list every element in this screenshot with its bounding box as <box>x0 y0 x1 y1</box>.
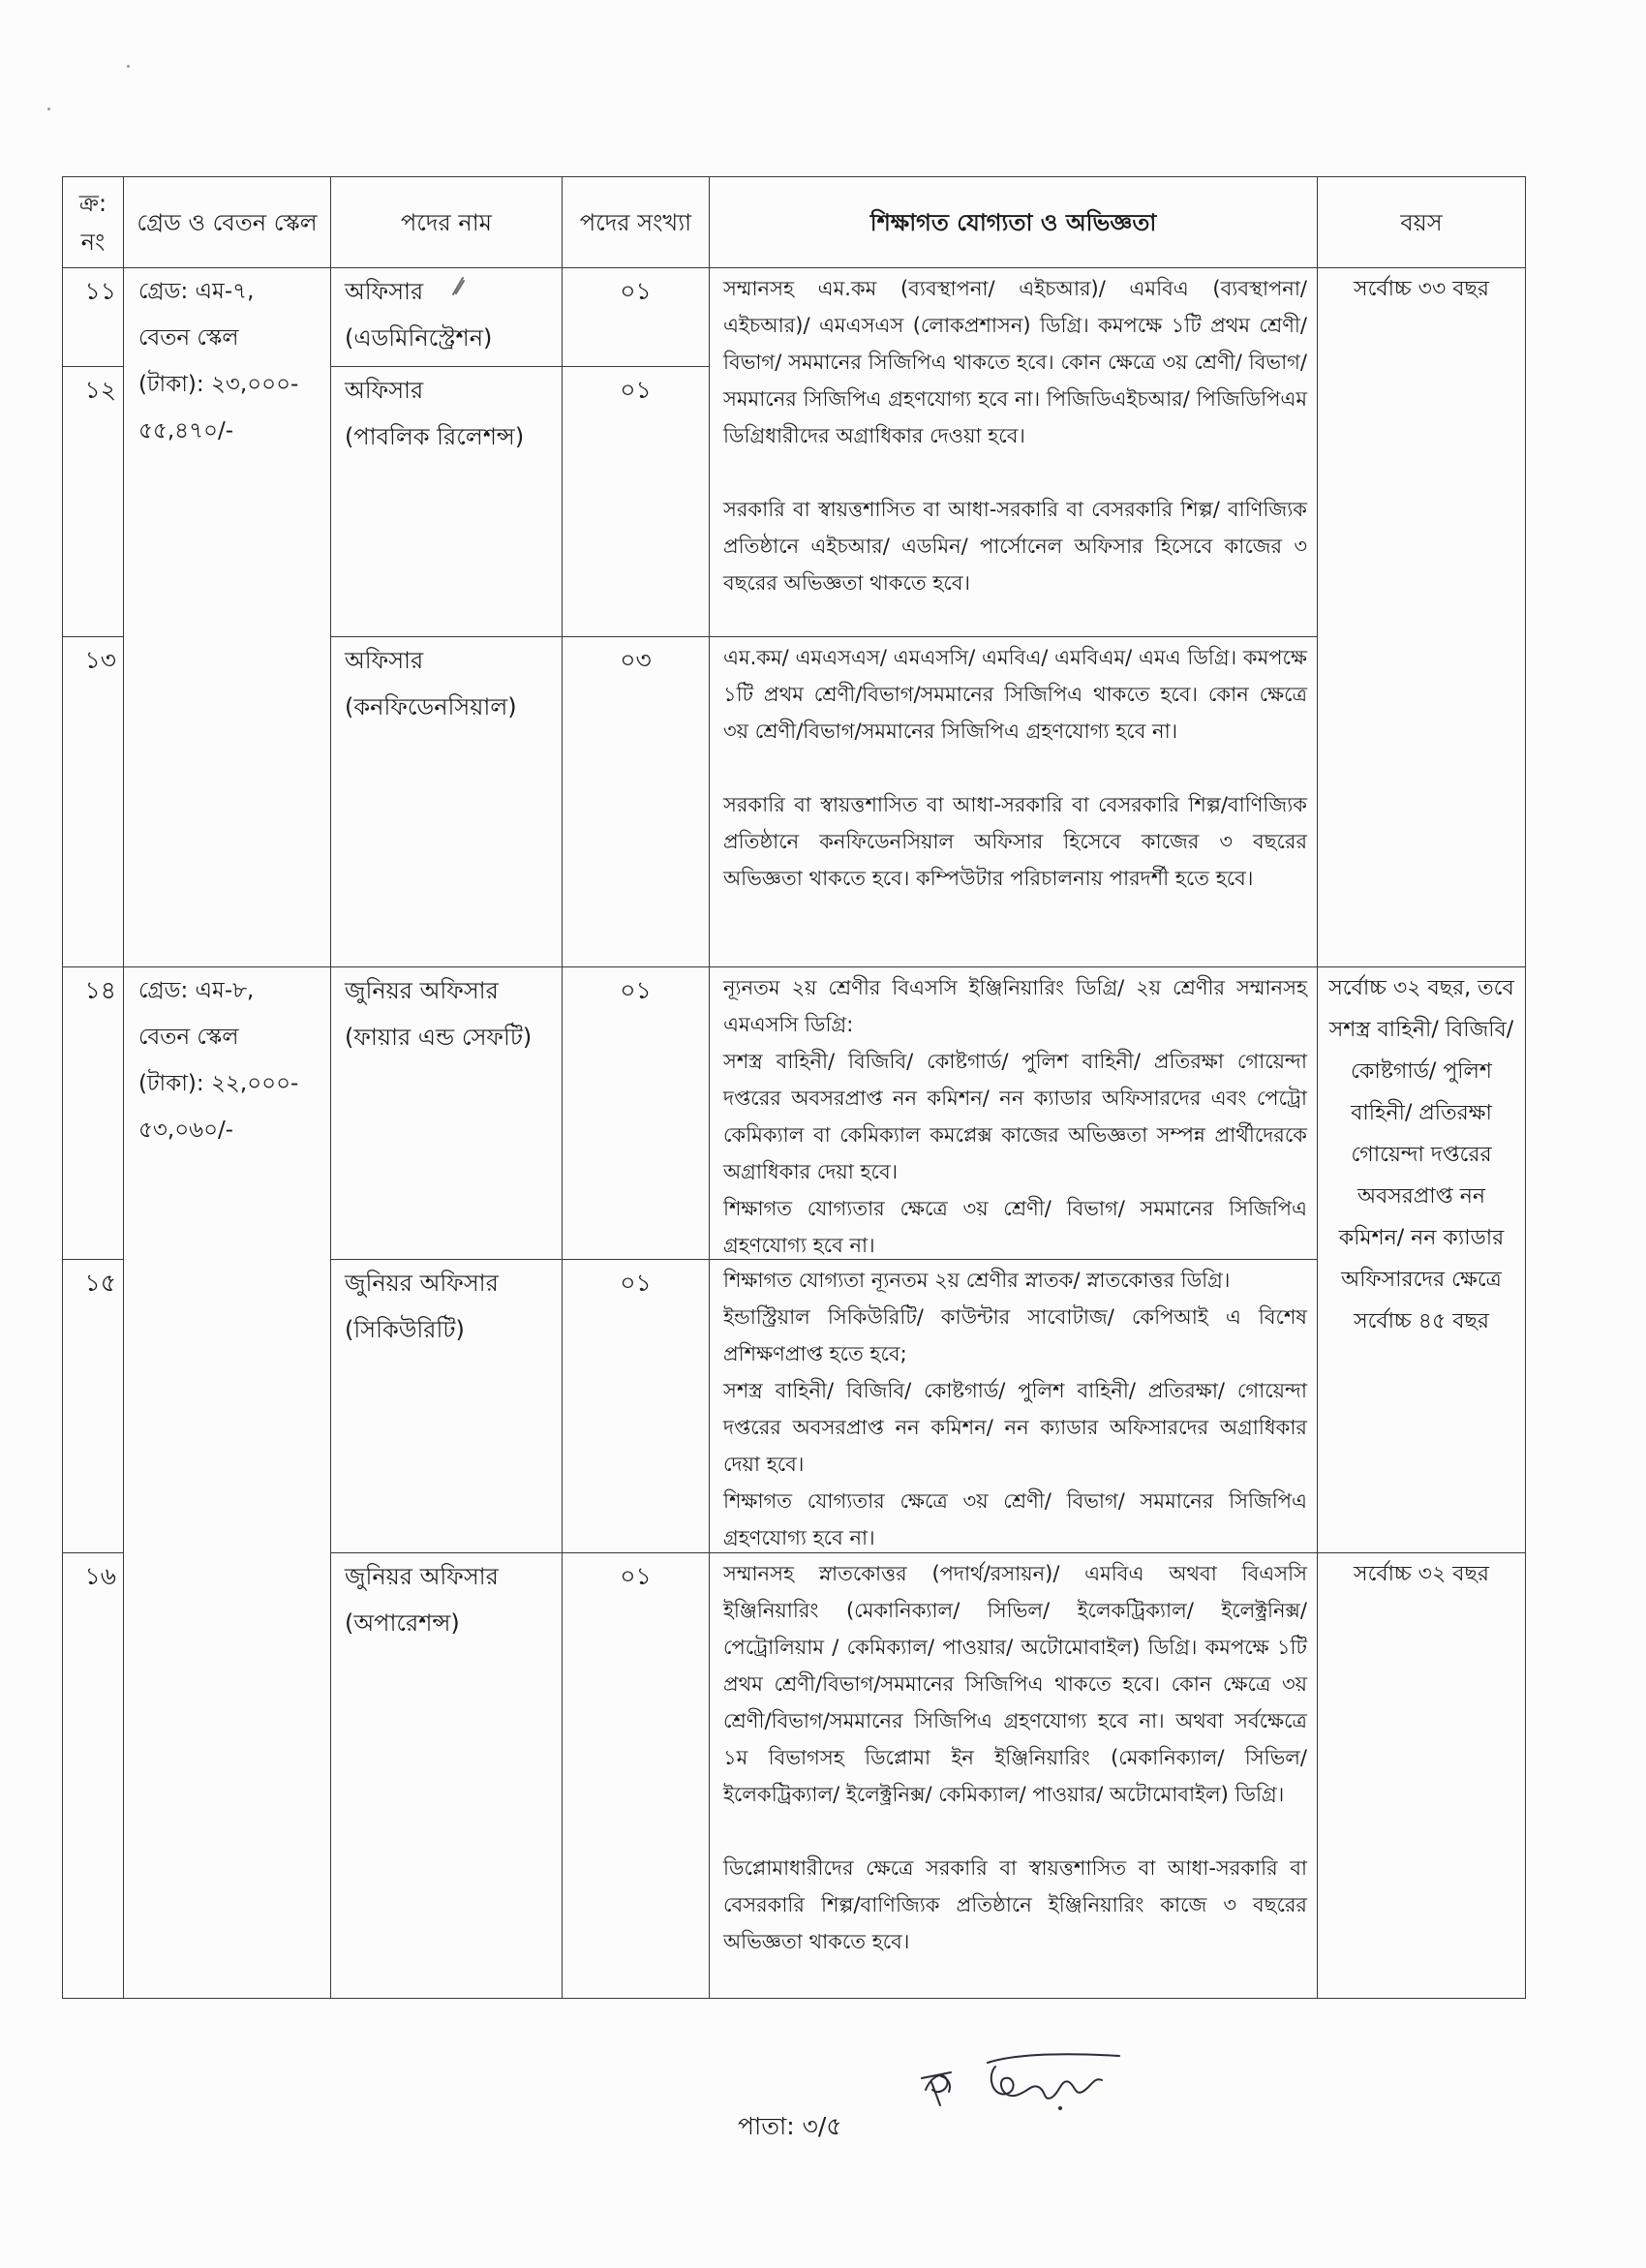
qualification-paragraph: সশস্ত্র বাহিনী/ বিজিবি/ কোষ্টগার্ড/ পুলিশ বাহিনী/ প্রতিরক্ষা গোয়েন্দা দপ্তরের অবসরপ্রাপ্ত নন কমিশন/ নন ক্যাডার অফিসারদের এবং পেট্রো কেমিক্যাল বা কেমিক্যাল কমপ্লেক্স কাজের অভিজ্ঞতা সম্পন্ন প্রার্থীদেরকে অগ্রাধিকার দেয়া হবে। <box>723 1050 1307 1183</box>
header-age <box>1317 176 1526 267</box>
qualification-paragraph: ডিপ্লোমাধারীদের ক্ষেত্রে সরকারি বা স্বায়ত্তশাসিত বা আধা-সরকারি বা বেসরকারি শিল্প/বাণিজ্যিক প্রতিষ্ঠানে ইঞ্জিনিয়ারিং কাজে ৩ বছরের অভিজ্ঞতা থাকতে হবে। <box>723 1856 1307 1953</box>
header-serial-line: নং <box>80 228 106 256</box>
signature <box>916 2047 1148 2125</box>
grade-line: ৫৩,০৬০/- <box>138 1118 234 1143</box>
header-serial-line: ক্র: <box>78 189 107 217</box>
post-title-line: (অপারেশন্স) <box>345 1609 460 1637</box>
header-post-label: পদের নাম <box>401 208 492 236</box>
serial-number: ১৩ <box>84 646 116 674</box>
post-title-line: জুনিয়র অফিসার <box>345 1270 499 1297</box>
age-cell <box>1317 1552 1526 1999</box>
serial-number: ১৬ <box>84 1562 116 1590</box>
qualification-paragraph: শিক্ষাগত যোগ্যতার ক্ষেত্রে ৩য় শ্রেণী/ বিভাগ/ সমমানের সিজিপিএ গ্রহণযোগ্য হবে না। <box>723 1197 1307 1257</box>
grade-line: (টাকা): ২২,০০০- <box>138 1071 299 1096</box>
post-count: ০৩ <box>620 646 652 674</box>
post-count: ০১ <box>620 976 652 1004</box>
count-cell <box>562 966 709 1259</box>
age-limit: সর্বোচ্চ ৩৩ বছর <box>1354 277 1489 301</box>
scan-speck <box>47 107 50 110</box>
age-limit: সর্বোচ্চ ৩২ বছর, তবে সশস্ত্র বাহিনী/ বিজিবি/ কোষ্টগার্ড/ পুলিশ বাহিনী/ প্রতিরক্ষা গোয়েন্দা দপ্তরের অবসরপ্রাপ্ত নন কমিশন/ নন ক্যাডার অফিসারদের ক্ষেত্রে সর্বোচ্চ ৪৫ বছর <box>1328 976 1514 1333</box>
qualification-paragraph: ইন্ডাস্ট্রিয়াল সিকিউরিটি/ কাউন্টার সাবোটাজ/ কেপিআই এ বিশেষ প্রশিক্ষণপ্রাপ্ত হতে হবে; <box>723 1305 1307 1365</box>
post-title-line: অফিসার <box>345 278 424 305</box>
count-cell <box>562 267 709 366</box>
scan-speck <box>127 65 130 68</box>
post-cell <box>330 966 562 1259</box>
post-count: ০১ <box>620 376 652 404</box>
serial-number: ১১ <box>84 277 116 305</box>
qualification-cell <box>709 636 1317 966</box>
serial-cell <box>62 267 123 366</box>
grade-line: বেতন স্কেল <box>138 325 239 351</box>
grade-cell <box>123 267 330 966</box>
header-post <box>330 176 562 267</box>
header-grade-label: গ্রেড ও বেতন স্কেল <box>137 208 318 236</box>
serial-cell <box>62 1552 123 1999</box>
qualification-paragraph: ন্যূনতম ২য় শ্রেণীর বিএসসি ইঞ্জিনিয়ারিং ডিগ্রি/ ২য় শ্রেণীর সম্মানসহ এমএসসি ডিগ্রি: <box>723 976 1307 1036</box>
grade-line: (টাকা): ২৩,০০০- <box>138 372 299 397</box>
serial-number: ১২ <box>84 376 116 404</box>
post-title-line: (এডমিনিস্ট্রেশন) <box>345 324 493 352</box>
qualification-paragraph: সরকারি বা স্বায়ত্তশাসিত বা আধা-সরকারি বা বেসরকারি শিল্প/বাণিজ্যিক প্রতিষ্ঠানে কনফিডেনসিয়াল অফিসার হিসেবে কাজের ৩ বছরের অভিজ্ঞতা থাকতে হবে। কম্পিউটার পরিচালনায় পারদর্শী হতে হবে। <box>723 793 1307 890</box>
post-title-line: জুনিয়র অফিসার <box>345 977 499 1004</box>
grade-line: গ্রেড: এম-৮, <box>138 978 255 1003</box>
qualification-cell <box>709 1259 1317 1552</box>
serial-cell <box>62 636 123 966</box>
count-cell <box>562 1552 709 1999</box>
header-count-label: পদের সংখ্যা <box>579 208 692 236</box>
header-serial <box>62 176 123 267</box>
page-number: পাতা: ৩/৫ <box>738 2112 842 2140</box>
header-qualification-label: শিক্ষাগত যোগ্যতা ও অভিজ্ঞতা <box>869 208 1157 236</box>
qualification-paragraph: এম.কম/ এমএসএস/ এমএসসি/ এমবিএ/ এমবিএম/ এমএ ডিগ্রি। কমপক্ষে ১টি প্রথম শ্রেণী/বিভাগ/সমমানের সিজিপিএ থাকতে হবে। কোন ক্ষেত্রে ৩য় শ্রেণী/বিভাগ/সমমানের সিজিপিএ গ্রহণযোগ্য হবে না। <box>723 646 1307 743</box>
header-qualification <box>709 176 1317 267</box>
post-cell <box>330 1259 562 1552</box>
qualification-paragraph: সশস্ত্র বাহিনী/ বিজিবি/ কোষ্টগার্ড/ পুলিশ বাহিনী/ প্রতিরক্ষা/ গোয়েন্দা দপ্তরের অবসরপ্রাপ্ত নন কমিশন/ নন ক্যাডার অফিসারদের অগ্রাধিকার দেয়া হবে। <box>723 1379 1307 1476</box>
qualification-paragraph: শিক্ষাগত যোগ্যতার ক্ষেত্রে ৩য় শ্রেণী/ বিভাগ/ সমমানের সিজিপিএ গ্রহণযোগ্য হবে না। <box>723 1489 1307 1549</box>
age-limit: সর্বোচ্চ ৩২ বছর <box>1354 1562 1489 1586</box>
recruitment-table <box>62 176 1526 1999</box>
post-title-line: অফিসার <box>345 647 424 674</box>
header-count <box>562 176 709 267</box>
qualification-cell <box>709 267 1317 636</box>
post-cell <box>330 1552 562 1999</box>
post-cell <box>330 366 562 636</box>
post-title-line: (সিকিউরিটি) <box>345 1316 465 1343</box>
serial-number: ১৪ <box>84 976 116 1004</box>
count-cell <box>562 366 709 636</box>
qualification-paragraph: সরকারি বা স্বায়ত্তশাসিত বা আধা-সরকারি বা বেসরকারি শিল্প/ বাণিজ্যিক প্রতিষ্ঠানে এইচআর/ এডমিন/ পার্সোনেল অফিসার হিসেবে কাজের ৩ বছরের অভিজ্ঞতা থাকতে হবে। <box>723 498 1307 595</box>
post-title-line: (ফায়ার এন্ড সেফটি) <box>345 1024 533 1051</box>
serial-cell <box>62 366 123 636</box>
age-cell <box>1317 267 1526 966</box>
qualification-paragraph: সম্মানসহ এম.কম (ব্যবস্থাপনা/ এইচআর)/ এমবিএ (ব্যবস্থাপনা/ এইচআর)/ এমএসএস (লোকপ্রশাসন) ডিগ্রি। কমপক্ষে ১টি প্রথম শ্রেণী/ বিভাগ/ সমমানের সিজিপিএ থাকতে হবে। কোন ক্ষেত্রে ৩য় শ্রেণী/ বিভাগ/ সমমানের সিজিপিএ গ্রহণযোগ্য হবে না। পিজিডিএইচআর/ পিজিডিপিএম ডিগ্রিধারীদের অগ্রাধিকার দেওয়া হবে। <box>723 277 1307 447</box>
post-title-line: জুনিয়র অফিসার <box>345 1563 499 1590</box>
post-count: ০১ <box>620 1562 652 1590</box>
post-cell <box>330 267 562 366</box>
grade-line: গ্রেড: এম-৭, <box>138 279 255 304</box>
post-count: ০১ <box>620 277 652 305</box>
age-cell <box>1317 966 1526 1552</box>
count-cell <box>562 636 709 966</box>
qualification-paragraph: সম্মানসহ স্নাতকোত্তর (পদার্থ/রসায়ন)/ এমবিএ অথবা বিএসসি ইঞ্জিনিয়ারিং (মেকানিক্যাল/ সিভিল/ ইলেকট্রিক্যাল/ ইলেক্ট্রনিক্স/ পেট্রোলিয়াম / কেমিক্যাল/ পাওয়ার/ অটোমোবাইল) ডিগ্রি। কমপক্ষে ১টি প্রথম শ্রেণী/বিভাগ/সমমানের সিজিপিএ থাকতে হবে। কোন ক্ষেত্রে ৩য় শ্রেণী/বিভাগ/সমমানের সিজিপিএ গ্রহণযোগ্য হবে না। অথবা সর্বক্ষেত্রে ১ম বিভাগসহ ডিপ্লোমা ইন ইঞ্জিনিয়ারিং (মেকানিক্যাল/ সিভিল/ ইলেকট্রিক্যাল/ ইলেক্ট্রনিক্স/ কেমিক্যাল/ পাওয়ার/ অটোমোবাইল) ডিগ্রি। <box>723 1562 1307 1806</box>
post-cell <box>330 636 562 966</box>
post-count: ০১ <box>620 1269 652 1297</box>
serial-number: ১৫ <box>84 1269 116 1297</box>
serial-cell <box>62 966 123 1259</box>
grade-cell <box>123 966 330 1999</box>
post-title-line: (পাবলিক রিলেশন্স) <box>345 423 525 450</box>
grade-line: ৫৫,৪৭০/- <box>138 418 234 444</box>
qualification-cell <box>709 1552 1317 1999</box>
count-cell <box>562 1259 709 1552</box>
post-title-line: (কনফিডেনসিয়াল) <box>345 693 517 720</box>
post-title-line: অফিসার <box>345 377 424 404</box>
header-grade <box>123 176 330 267</box>
grade-line: বেতন স্কেল <box>138 1025 239 1050</box>
qualification-paragraph: শিক্ষাগত যোগ্যতা ন্যূনতম ২য় শ্রেণীর স্নাতক/ স্নাতকোত্তর ডিগ্রি। <box>723 1269 1231 1292</box>
qualification-cell <box>709 966 1317 1259</box>
serial-cell <box>62 1259 123 1552</box>
header-age-label: বয়স <box>1400 208 1443 236</box>
